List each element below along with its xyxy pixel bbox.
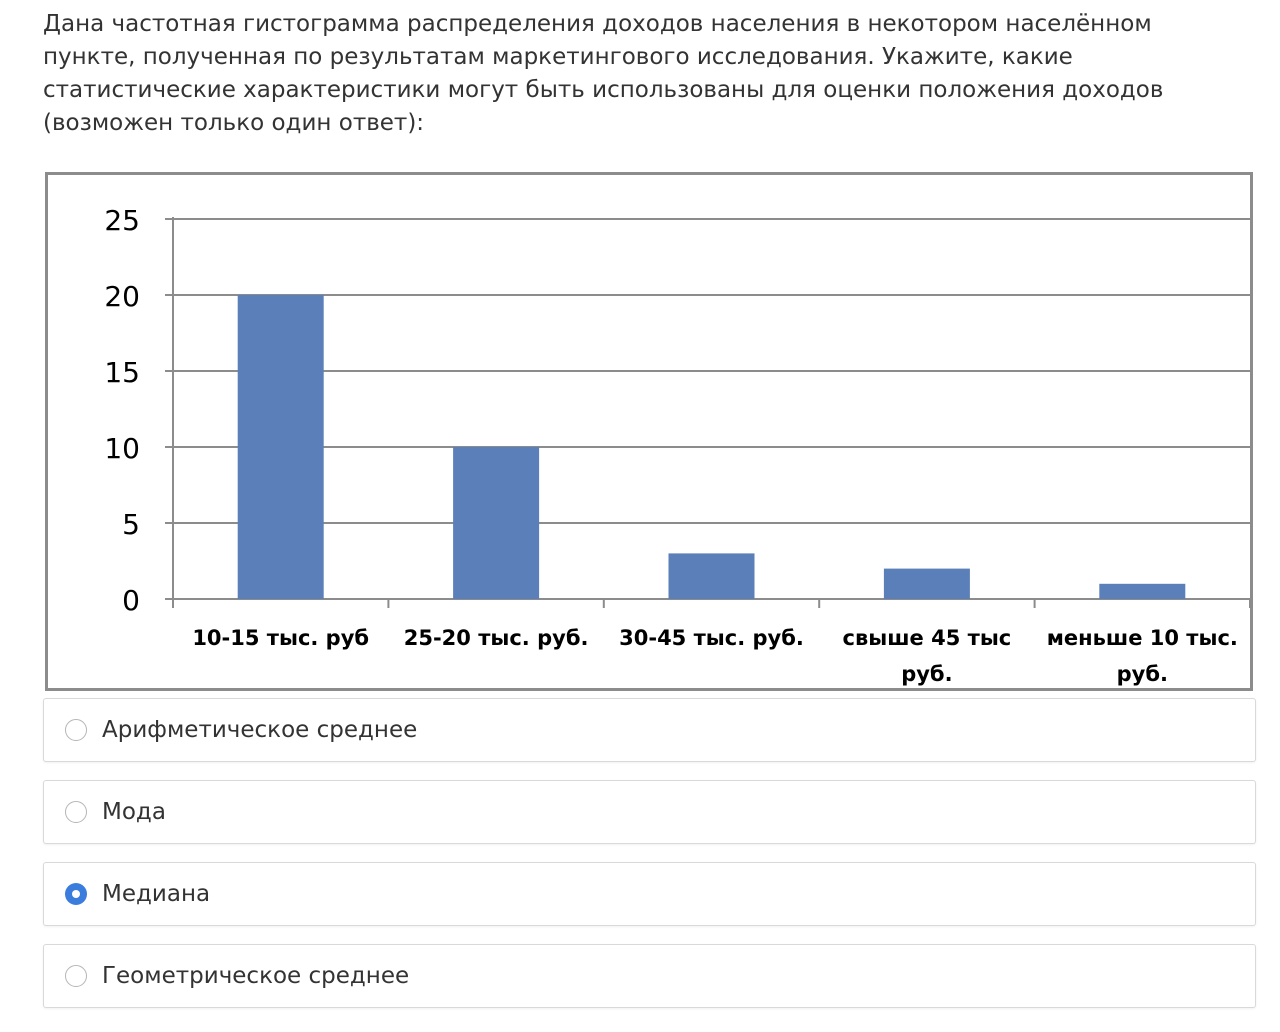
bar <box>884 569 970 599</box>
y-tick-label: 0 <box>122 584 140 617</box>
x-category-label: 30-45 тыс. руб. <box>619 626 804 650</box>
bar <box>669 553 755 599</box>
income-histogram <box>45 172 1253 691</box>
x-category-label: меньше 10 тыс. руб. <box>1046 626 1238 686</box>
option-mode[interactable] <box>43 780 1256 844</box>
radio-button-arithmetic-mean[interactable] <box>65 719 87 741</box>
y-tick-label: 25 <box>104 204 140 237</box>
y-tick-label: 5 <box>122 508 140 541</box>
option-arithmetic-mean[interactable] <box>43 698 1256 762</box>
x-category-label: 10-15 тыс. руб <box>192 626 370 650</box>
radio-button-geometric-mean[interactable] <box>65 965 87 987</box>
option-label: Арифметическое среднее <box>102 717 418 743</box>
option-geometric-mean[interactable] <box>43 944 1256 1008</box>
radio-button-median[interactable] <box>65 883 87 905</box>
option-label: Геометрическое среднее <box>102 963 410 989</box>
bar <box>453 447 539 599</box>
bar <box>238 295 324 599</box>
bar <box>1099 584 1185 599</box>
option-label: Медиана <box>102 881 211 907</box>
option-label: Мода <box>102 799 166 825</box>
income-histogram-svg <box>48 175 1250 688</box>
option-median[interactable] <box>43 862 1256 926</box>
y-tick-label: 20 <box>104 280 140 313</box>
x-category-label: 25-20 тыс. руб. <box>403 626 589 650</box>
x-category-label: свыше 45 тыс руб. <box>842 626 1012 686</box>
y-tick-label: 15 <box>104 356 140 389</box>
radio-button-mode[interactable] <box>65 801 87 823</box>
question-text: Дана частотная гистограмма распределения доходов населения в некотором населённом пункте, полученная по результатам маркетингового исследования. Укажите, какие статистические характеристики могут быть использованы для оценки положения доходов (возможен только один ответ): <box>43 11 1164 136</box>
y-tick-label: 10 <box>104 432 140 465</box>
